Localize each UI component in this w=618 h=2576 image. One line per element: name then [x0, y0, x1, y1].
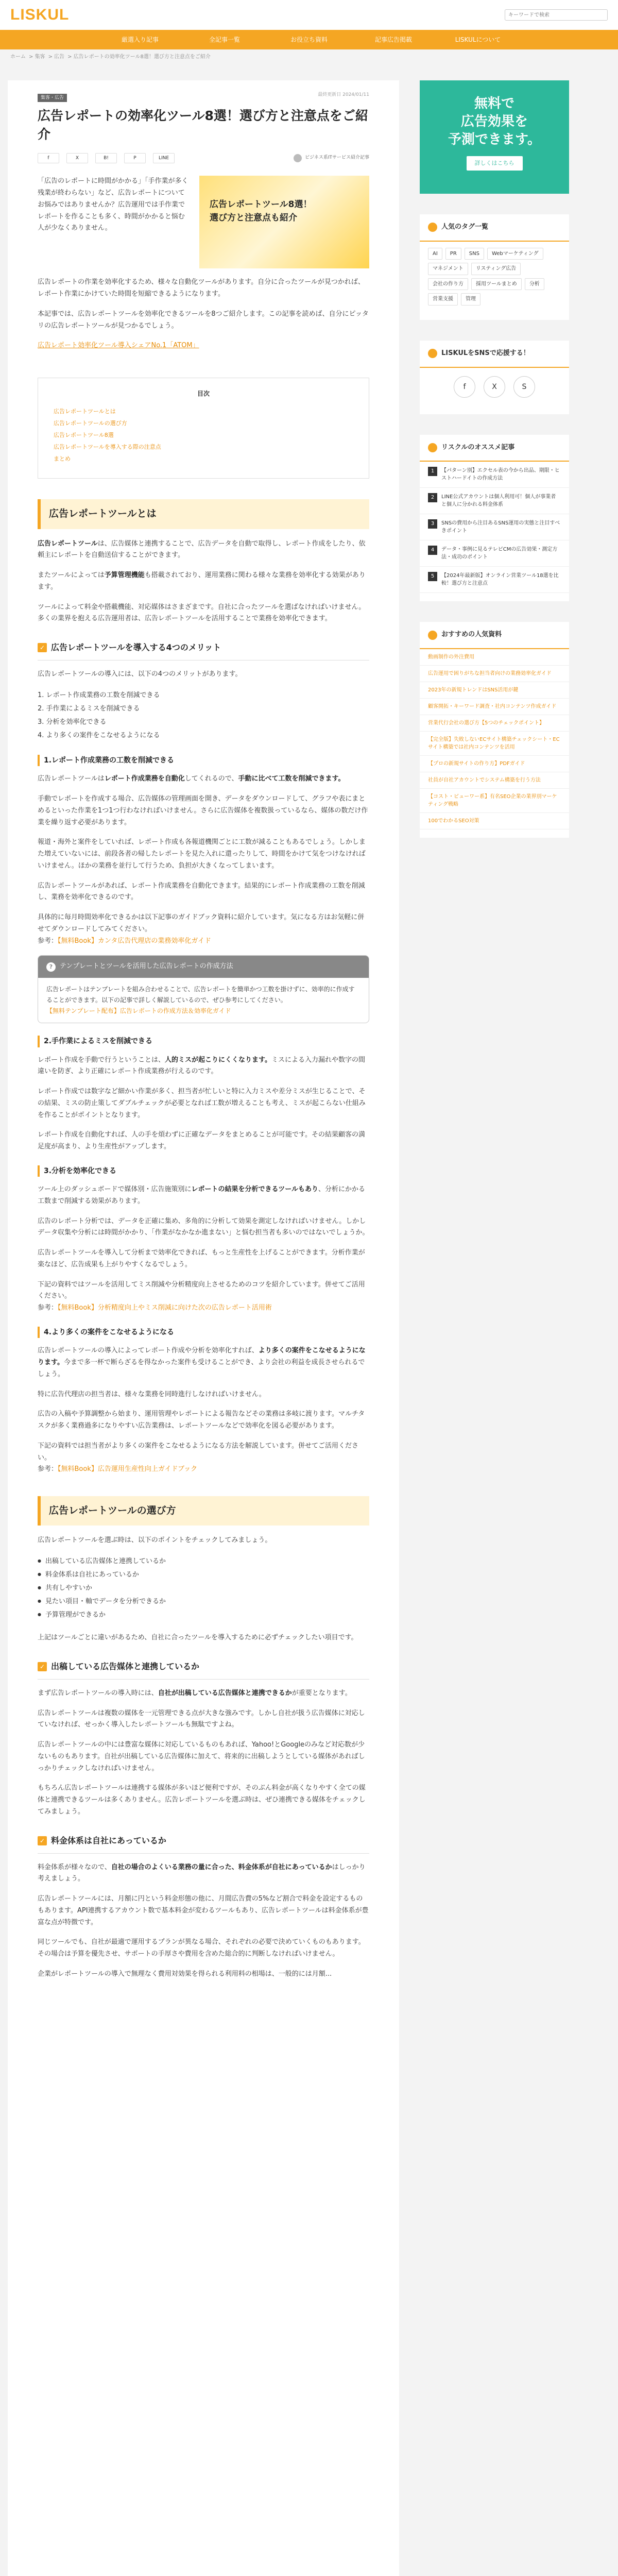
lead-paragraph: 「広告のレポートに時間がかかる」「手作業が多く残業が終わらない」など、広告レポートについてお悩みではありませんか？広告運用では手作業でレポートを作ることも多く、時間がかかると悩む人が少なくありません。 [38, 177, 188, 232]
tag-item[interactable]: SNS [465, 248, 484, 260]
widget-title: おすすめの人気資料 [441, 631, 502, 639]
rank-number: 3 [428, 519, 437, 529]
tag-item[interactable]: AI [428, 248, 442, 260]
table-of-contents [38, 378, 369, 479]
question-icon: ? [46, 962, 56, 972]
avatar [294, 154, 302, 162]
breadcrumb-ads[interactable]: 広告 [54, 54, 65, 60]
rank-number: 2 [428, 493, 437, 502]
check-icon: ✓ [38, 1836, 47, 1845]
list-item[interactable]: 3 SNSの費用から注目あるSNS運用の実態と注目すべきポイント [420, 514, 569, 540]
list-item: ● 出稿している広告媒体と連携しているか [38, 1555, 369, 1568]
callout-link[interactable]: 【無料テンプレート配布】広告レポートの作成方法＆効率化ガイド [46, 1007, 231, 1015]
tag-item[interactable]: Webマーケティング [487, 248, 543, 260]
list-item[interactable]: 【コスト・ビューワー系】有名SEO企業の業界別マーケティング戦略 [420, 789, 569, 813]
tag-item[interactable]: 会社の作り方 [428, 278, 468, 291]
facebook-follow-button[interactable]: f [454, 376, 475, 398]
atom-link[interactable]: 広告レポート効率化ツール導入シェアNo.1「ATOM」 [38, 342, 199, 350]
tag-item[interactable]: PR [445, 248, 461, 260]
paragraph: 広告レポートツールがあれば、レポート作成業務を自動化できます。結果的にレポート作成業務の工数を削減し、業務を効率化できるのです。 [38, 882, 365, 902]
popular-resources-widget [420, 622, 569, 838]
sub-heading: 2.手作業によるミスを削減できる [38, 1036, 369, 1047]
sns-widget [420, 341, 569, 414]
recommended-widget [420, 435, 569, 602]
tag-item[interactable]: 管理 [461, 293, 480, 306]
list-item[interactable]: 【完全版】失敗しないECサイト構築チェックシート・ECサイト構築では社内コンテンツを活用 [420, 732, 569, 756]
x-follow-button[interactable]: X [484, 376, 505, 398]
paragraph: 広告レポートツールには、月額に円という料金形態の他に、月間広告費の5%など割合で料金を設定するものもあります。API連携するアカウント数で基本料金が変わるツールもあり、広告レポートツールは料金体系が豊富な点が特徴です。 [38, 1895, 369, 1926]
paragraph: 広告レポートツールを導入して分析まで効率化できれば、もっと生産性を上げることができます。分析作業が楽なほど、広告成果も上がりやすくなるでしょう。 [38, 1249, 365, 1268]
sidebar-ad-banner[interactable] [420, 80, 569, 194]
document-icon [428, 631, 437, 640]
facebook-share-button[interactable]: f [38, 153, 59, 163]
toc-item[interactable]: 広告レポートツール8選 [54, 432, 114, 439]
paragraph: まず広告レポートツールの導入時には、自社が出稿している広告媒体と連携できるかが重要となります。 [38, 1689, 352, 1697]
paragraph: レポート作成を手動で行うということは、人的ミスが起こりにくくなります。ミスによる入力漏れや数字の間違いを防ぎ、より正確にレポート作成業務が行えるのです。 [38, 1056, 365, 1076]
callout-title: テンプレートとツールを活用した広告レポートの作成方法 [60, 962, 233, 971]
thumbs-up-icon [428, 349, 437, 358]
paragraph: 特に広告代理店の担当者は、様々な業務を同時進行しなければいけません。 [38, 1390, 266, 1398]
rank-number: 5 [428, 572, 437, 581]
rank-number: 4 [428, 546, 437, 555]
search-input[interactable] [505, 9, 608, 21]
paragraph: 広告の入稿や予算調整から始まり、運用管理やレポートによる報告などその業務は多岐に渡ります。マルチタスクが多く業務過多になりやすい広告業務は、レポートツールなどで効率化を図る必要があります。 [38, 1410, 365, 1430]
list-item[interactable]: 1 【パターン別】エクセル表の今から出品、期限・ヒストハードイトの作成方法 [420, 462, 569, 488]
paragraph: 下記の資料では担当者がより多くの案件をこなせるようになる方法を解説しています。併せてご活用ください。 参考：【無料Book】広告運用生産性向上ガイドブック [38, 1442, 358, 1473]
tag-item[interactable]: 分析 [525, 278, 544, 291]
sub-heading: 4.より多くの案件をこなせるようになる [38, 1327, 369, 1338]
paragraph: 広告レポートツールはレポート作成業務を自動化してくれるので、手動に比べて工数を削減できます。 [38, 775, 345, 783]
list-item[interactable]: 4 データ・事例に見るテレビCMの広告効果・測定方法・成功のポイント [420, 540, 569, 567]
paragraph: ツールによって料金や搭載機能、対応媒体はさまざまです。自社に合ったツールを選ばなければいけません。多くの業界を抱える広告運用者は、広告レポートツールを活用することで業務を効率化できます。 [38, 603, 366, 623]
breadcrumb-acquisition[interactable]: 集客 [35, 54, 45, 60]
page-title: 広告レポートの効率化ツール8選！選び方と注意点をご紹介 [38, 108, 368, 142]
paragraph: 広告のレポート分析では、データを正確に集め、多角的に分析して効果を測定しなければいけません。しかしデータ収集や分析には時間がかかり、「作業がなかなか進まない」と悩む担当者も多いのではないでしょうか。 [38, 1217, 369, 1237]
callout-box [38, 955, 369, 1023]
paragraph: 広告レポートツールの中には豊富な媒体に対応しているものもあれば、Yahoo!とGoogleのみなど対応数が少ないものもあります。自社が出稿している広告媒体に加えて、将来的に出稿しようとしている媒体があればしっかりチェックしなければいけません。 [38, 1741, 365, 1772]
hero-line-1: 広告レポートツール8選！ [210, 199, 312, 210]
list-item[interactable]: 5 【2024年最新版】オンライン営業ツール18選を比較！選び方と注意点 [420, 567, 569, 593]
lead-paragraph: 本記事では、広告レポートツールを効率化できるツールを8つご紹介します。この記事を読めば、自分にピッタリの広告レポートツールが見つかるでしょう。 [38, 310, 369, 330]
breadcrumb-home[interactable]: ホーム [10, 54, 26, 60]
paragraph: 広告レポートツールを選ぶ時は、以下のポイントをチェックしてみましょう。 [38, 1536, 272, 1545]
subsection-heading: ✓ 出稿している広告媒体と連携しているか [38, 1659, 369, 1680]
toc-item[interactable]: 広告レポートツールの選び方 [54, 420, 127, 427]
check-icon: ✓ [38, 1662, 47, 1671]
merit-list [38, 689, 369, 742]
paragraph: 上記はツールごとに違いがあるため、自社に合ったツールを導入するために必ずチェックしたい項目です。 [38, 1634, 358, 1642]
subsection-heading: ✓ 料金体系は自社にあっているか [38, 1834, 369, 1854]
list-item: 2. 手作業によるミスを削減できる [38, 704, 140, 713]
site-logo[interactable]: LISKUL [10, 6, 70, 23]
list-item[interactable]: 顧客開拓・キーワード調査・社内コンテンツ作成ガイド [420, 699, 569, 715]
breadcrumb: ホーム > 集客 > 広告 > 広告レポートの効率化ツール8選！選び方と注意点をご紹介 [10, 54, 211, 60]
article-meta: 最終更新日 2024/01/11 [318, 92, 369, 97]
widget-title: 人気のタグ一覧 [441, 223, 489, 231]
ad-button[interactable]: 詳しくはこちら [467, 156, 523, 170]
list-item: ● 共有しやすいか [38, 1582, 369, 1595]
paragraph: 広告レポートツールは複数の媒体を一元管理できる点が大きな強みです。しかし自社が扱う広告媒体に対応していなければ、せっかく導入したレポートツールも無駄ですよね。 [38, 1709, 365, 1729]
main-nav [0, 30, 618, 49]
list-item: ● 料金体系は自社にあっているか [38, 1568, 369, 1582]
paragraph: 企業がレポートツールの導入で無理なく費用対効果を得られる利用料の相場は、一般的には月額... [38, 1970, 332, 1978]
paragraph: 下記の資料ではツールを活用してミス削減や分析精度向上させるためのコツを紹介しています。併せてご活用ください。 参考：【無料Book】分析精度向上やミス削減に向けた次の広告レポート活用術 [38, 1280, 365, 1312]
paragraph: 広告レポートツールは、広告媒体と連携することで、広告データを自動で取得し、レポート作成をしたり、依頼主にレポートを自動送信することができます。 [38, 539, 366, 560]
list-item: 3. 分析を効率化できる [38, 718, 107, 726]
ad-line-2: 広告効果を [460, 114, 528, 130]
paragraph: 同じツールでも、自社が最適で運用するプランが異なる場合、それぞれの必要で決めていくものもあります。その場合は予算を優先させ、サポートの手厚さや費用を含めた総合的に判断しなければいけません。 [38, 1938, 365, 1958]
list-item[interactable]: 社員が自社アカウントでシステム構築を行う方法 [420, 772, 569, 789]
list-item: ● 予算管理ができるか [38, 1608, 369, 1622]
top-bar [0, 0, 618, 30]
crown-icon [428, 443, 437, 452]
tag-item[interactable]: リスティング広告 [471, 263, 521, 275]
callout-text: 広告レポートはテンプレートを組み合わせることで、広告レポートを簡単かつ工数を掛けずに、効率的に作成することができます。以下の記事で詳しく解説しているので、ぜひ参考にしてください。 [46, 986, 355, 1004]
author [294, 154, 369, 162]
list-item: 4. より多くの案件をこなせるようになる [38, 731, 160, 739]
paragraph: 手動でレポートを作成する場合、広告媒体の管理画面を開き、データをダウンロードして、グラフや表にまとめるといった作業を1つ1つ行わなければいけません。さらに広告媒体を複数扱っているなら、媒体の数だけ作業を繰り返す必要があります。 [38, 795, 368, 826]
ad-line-3: 予測できます。 [448, 132, 541, 148]
paragraph: またツールによっては予算管理機能も搭載されており、運用業務に関わる様々な業務を効率化する効果があります。 [38, 571, 366, 591]
paragraph: レポート作成では数字など細かい作業が多く、担当者が忙しいと特に入力ミスや差分ミスが生じることで、その結果、ミスの防止策してダブルチェックが必要となれば工数が増えることも考え、ミスが起こらない仕組みを作ることがポイントとなります。 [38, 1088, 366, 1119]
sidebar [420, 80, 569, 2576]
share-row [38, 153, 369, 163]
paragraph: 広告レポートツールの導入によってレポート作成や分析を効率化すれば、より多くの案件をこなせるようになります。今まで多一杯で断らざるを得なかった案件も受けることができ、より会社の利益を成長させられるでしょう。 [38, 1347, 366, 1378]
section-heading: 広告レポートツールとは [38, 499, 369, 529]
tag-icon [428, 223, 437, 232]
nav-featured[interactable]: 厳選入り記事 [121, 36, 159, 43]
breadcrumb-current: 広告レポートの効率化ツール8選！選び方と注意点をご紹介 [73, 54, 211, 60]
list-item[interactable]: 【プロの新規サイトの作り方】PDFガイド [420, 756, 569, 772]
paragraph: 広告レポートツールの導入には、以下の4つのメリットがあります。 [38, 670, 242, 679]
resource-link[interactable]: 【無料Book】分析精度向上やミス削減に向けた次の広告レポート活用術 [58, 1304, 272, 1312]
lead-paragraph: 広告レポートの作業を効率化するため、様々な自動化ツールがあります。自分に合ったツールが見つかれば、レポート作業にかけていた時間を短縮できるようになります。 [38, 278, 365, 298]
nav-resources[interactable]: お役立ち資料 [290, 36, 328, 43]
line-share-button[interactable]: LINE [153, 153, 175, 163]
author-name: ビジネス系ITサービス紹介記事 [305, 155, 369, 161]
pocket-share-button[interactable]: P [124, 153, 146, 163]
paragraph: 具体的に毎月時間効率化できるかは以下記事のガイドブック資料に紹介しています。気になる方はお気軽に併せてダウンロードしてみてください。 参考：【無料Book】カンタ広告代理店の業務効率化ガイド [38, 913, 365, 945]
toc-title: 目次 [197, 390, 210, 397]
category-badge[interactable]: 集客・広告 [38, 94, 67, 102]
resource-link[interactable]: 【無料Book】カンタ広告代理店の業務効率化ガイド [58, 937, 211, 945]
subsection-heading: ✓ 広告レポートツールを導入する4つのメリット [38, 640, 369, 660]
resource-link[interactable]: 【無料Book】広告運用生産性向上ガイドブック [58, 1465, 198, 1473]
list-item: ● 見たい項目・軸でデータを分析できるか [38, 1595, 369, 1608]
tag-widget [420, 214, 569, 320]
hero-image [199, 176, 369, 268]
list-item[interactable]: 2 LINE公式アカウントは個人利用可！個人が事業者と個人に分かれる料金体系 [420, 488, 569, 514]
paragraph: 料金体系が様々なので、自社の場合のよくいる業務の量に合った、料金体系が自社にあっているかはしっかり考えましょう。 [38, 1863, 366, 1883]
nav-all-articles[interactable]: 全記事一覧 [209, 36, 240, 43]
widget-title: LISKULをSNSで応援する！ [441, 349, 530, 357]
list-item[interactable]: 動画制作の外注費用 [420, 649, 569, 666]
nav-ad-placement[interactable]: 記事広告掲載 [374, 36, 412, 43]
paragraph: 報道・海外と案件をしていれば、レポート作成も各報道機関ごとに工数が減ることもあるでしょう。しかしまた増えていないには、前段各者の帰したレポートを見た入れに還ったりして、時間をかけて気をつけなければいけません。ほかの業務を並行して行うため、負担が大きくなってしまいます。 [38, 838, 366, 870]
nav-about[interactable]: LISKULについて [455, 36, 501, 43]
list-item[interactable]: 100でわかるSEO対策 [420, 813, 569, 829]
sub-heading: 1.レポート作成業務の工数を削減できる [38, 755, 369, 766]
list-item[interactable]: 2023年の新規トレンドはSNS活用が鍵 [420, 682, 569, 699]
tag-item[interactable]: 営業支援 [428, 293, 458, 306]
rss-follow-button[interactable]: S [513, 376, 535, 398]
hero-line-2: 選び方と注意点も紹介 [210, 212, 297, 223]
sub-heading: 3.分析を効率化できる [38, 1165, 369, 1177]
paragraph: レポート作成を自動化すれば、人の手を煩わずに正確なデータをまとめることが可能です。その結果顧客の満足度が高まり、より生産性がアップします。 [38, 1131, 365, 1150]
x-share-button[interactable]: X [66, 153, 88, 163]
tag-item[interactable]: 採用ツールまとめ [471, 278, 522, 291]
section-heading: 広告レポートツールの選び方 [38, 1496, 369, 1526]
rank-number: 1 [428, 467, 437, 476]
toc-item[interactable]: 広告レポートツールを導入する際の注意点 [54, 444, 161, 451]
list-item[interactable]: 営業代行会社の選び方【5つのチェックポイント】 [420, 715, 569, 732]
list-item: 1. レポート作成業務の工数を削減できる [38, 691, 160, 699]
paragraph: もちろん広告レポートツールは連携する媒体が多いほど便利ですが、そのぶん料金が高くなりやすく全ての媒体と連携できるツールは多くありません。広告レポートツールを選ぶ時は、ぜひ連携できる媒体をチェックしてみましょう。 [38, 1784, 366, 1816]
widget-title: リスクルのオススメ記事 [441, 443, 515, 451]
toc-item[interactable]: 広告レポートツールとは [54, 408, 116, 415]
check-icon: ✓ [38, 643, 47, 652]
paragraph: ツール上のダッシュボードで媒体別・広告施策別にレポートの結果を分析できるツールもあり、分析にかかる工数まで削減する効果があります。 [38, 1185, 365, 1205]
ad-line-1: 無料で [474, 96, 514, 111]
toc-item[interactable]: まとめ [54, 455, 71, 463]
article [8, 80, 399, 2576]
list-item[interactable]: 広告運用で困りがちな担当者向けの業務効率化ガイド [420, 666, 569, 682]
tag-item[interactable]: マネジメント [428, 263, 468, 275]
criteria-list [38, 1555, 369, 1622]
hatena-share-button[interactable]: B! [95, 153, 117, 163]
